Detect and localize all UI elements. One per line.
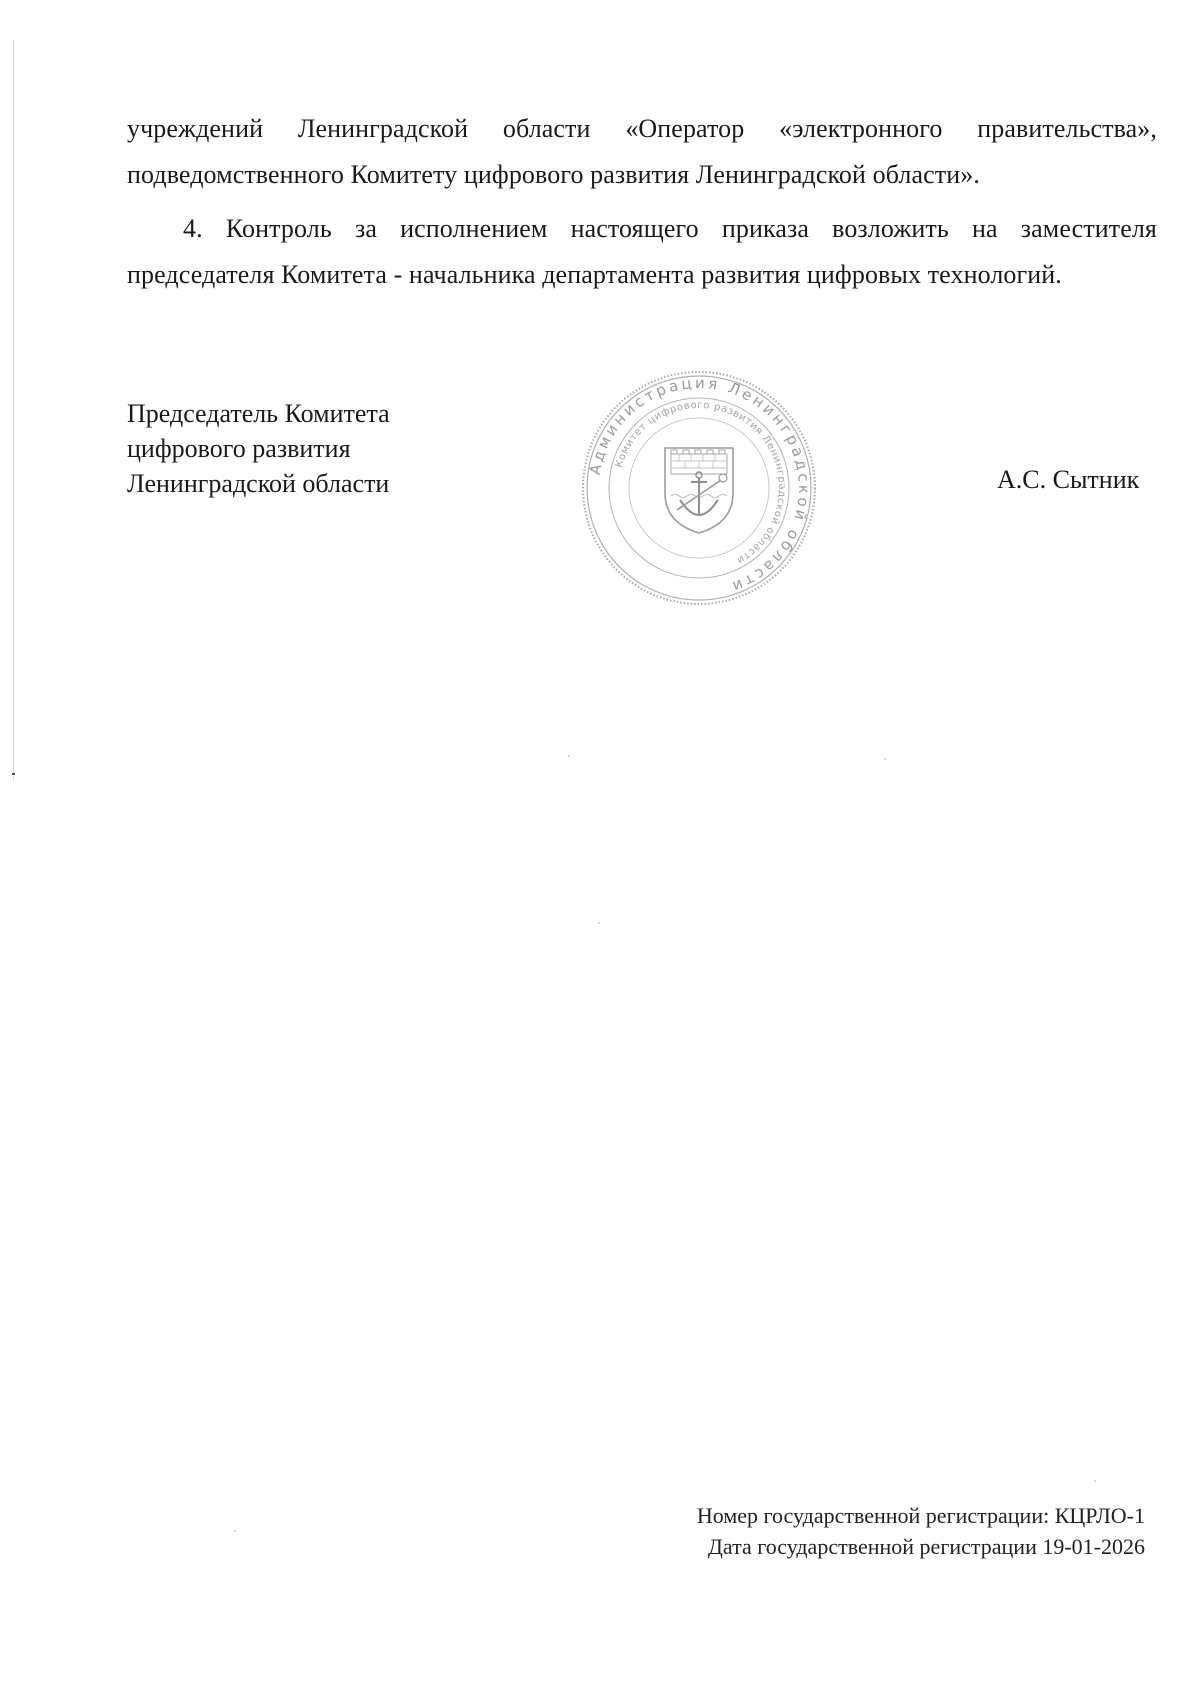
position-line-2: цифрового развития [127,434,351,463]
scan-mark [12,773,15,775]
position-line-3: Ленинградской области [127,469,390,498]
registration-date: Дата государственной регистрации 19-01-2026 [707,1534,1145,1559]
scan-speck [598,922,600,924]
scan-speck [884,758,886,760]
scan-edge-line [13,40,14,780]
signatory-position [127,396,390,501]
position-line-1: Председатель Комитета [127,399,390,428]
scan-speck [1094,1480,1096,1482]
registration-info [697,1500,1145,1562]
official-seal [579,368,819,608]
coat-of-arms-icon [665,448,733,533]
scan-speck [234,1530,236,1532]
paragraph-4: 4. Контроль за исполнением настоящего приказа возложить на заместителя председателя Комитета - начальника департамента развития цифровых технологий. [127,214,1157,289]
registration-number: Номер государственной регистрации: КЦРЛО-1 [696,1503,1145,1528]
scan-speck [568,755,570,757]
seal-outer-text: Администрация Ленинградской области [585,373,814,597]
seal-inner-text: Комитет цифрового развития Ленинградской области [613,399,788,566]
paragraph-continued: учреждений Ленинградской области «Оператор «электронного правительства», подведомственного Комитету цифрового развития Ленинградской области». [127,114,1157,189]
signatory-name: А.С. Сытник [997,465,1140,494]
